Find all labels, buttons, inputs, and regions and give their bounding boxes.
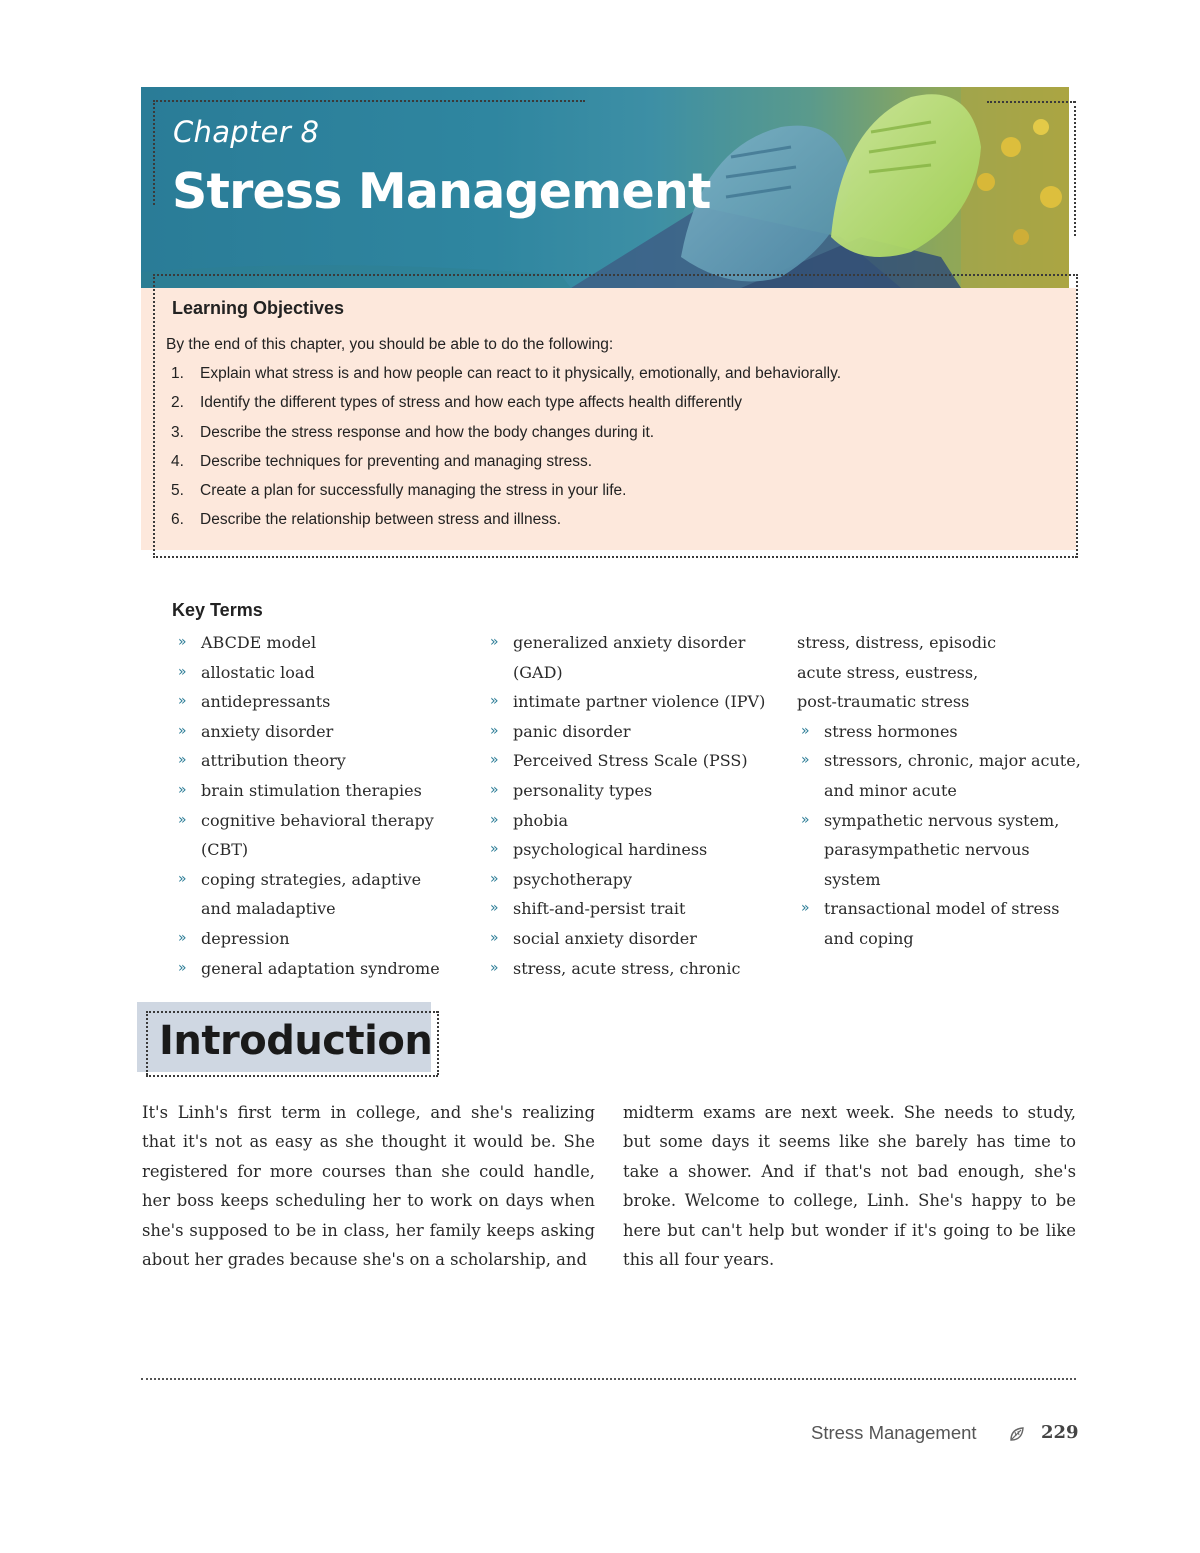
key-term-item [797, 717, 1081, 747]
intro-frame-bottom [146, 1075, 438, 1077]
key-term-text: parasympathetic nervous [824, 840, 1030, 860]
key-term-text: coping strategies, adaptive [201, 869, 422, 889]
key-term-text: psychological hardiness [513, 840, 708, 860]
bullet-icon: » [178, 722, 187, 739]
key-term-text: shift-and-persist trait [513, 899, 686, 919]
key-terms-title: Key Terms [172, 600, 263, 620]
key-term-item [174, 924, 440, 954]
bullet-icon: » [490, 781, 499, 798]
key-term-text: psychotherapy [513, 869, 633, 889]
intro-frame-right [437, 1011, 439, 1075]
key-term-item [486, 894, 765, 924]
bullet-icon: » [490, 752, 499, 769]
key-term-text: attribution theory [201, 751, 346, 771]
bullet-icon: » [178, 634, 187, 650]
objectives-frame-bottom [153, 556, 1077, 558]
key-term-item [486, 865, 765, 895]
banner-frame-right [1074, 101, 1076, 236]
key-term-continuation: post-traumatic stress [797, 692, 970, 712]
bullet-icon: » [490, 693, 499, 710]
key-term-item [486, 835, 765, 865]
key-term-text: anxiety disorder [201, 721, 334, 741]
footer-running-title: Stress Management [811, 1422, 977, 1443]
key-term-text: and maladaptive [201, 899, 336, 919]
bullet-icon: » [490, 811, 499, 828]
key-term-item [486, 687, 765, 717]
key-term-text: stress, acute stress, chronic [513, 958, 741, 978]
key-term-text: system [824, 869, 881, 889]
key-term-item [797, 806, 1081, 895]
bullet-icon: » [801, 722, 810, 739]
key-term-item [486, 806, 765, 836]
key-term-text: stress hormones [824, 721, 958, 741]
key-term-text: Perceived Stress Scale (PSS) [513, 751, 748, 771]
key-term-continuation: stress, distress, episodic [797, 633, 997, 652]
introduction-paragraph-col1: It's Linh's first term in college, and she's realizing that it's not as easy as she thought it would be. She registered for more courses than she could handle, her boss keeps scheduling her to work on days when she's supposed to be in class, her family keeps asking about her grades because she's on a scholarship, and [142, 1103, 595, 1270]
key-term-text: transactional model of stress [824, 899, 1060, 919]
key-term-item [486, 746, 765, 776]
bullet-icon: » [178, 959, 187, 976]
bullet-icon: » [801, 752, 810, 769]
bullet-icon: » [490, 929, 499, 946]
key-term-text: phobia [513, 810, 569, 830]
banner-frame-top [153, 100, 585, 102]
key-term-item [174, 687, 440, 717]
key-term-text: intimate partner violence (IPV) [513, 692, 766, 712]
learning-objectives-intro: By the end of this chapter, you should be able to do the following: [166, 336, 614, 353]
key-term-item [174, 954, 440, 984]
learning-objectives-title: Learning Objectives [172, 298, 345, 318]
key-term-text: brain stimulation therapies [201, 780, 422, 800]
key-term-item [486, 924, 765, 954]
key-term-item [174, 717, 440, 747]
key-term-text: general adaptation syndrome [201, 958, 440, 978]
key-term-text: and coping [824, 928, 914, 948]
key-term-text: panic disorder [513, 721, 631, 741]
introduction-heading: Introduction [159, 1018, 433, 1064]
bullet-icon: » [178, 929, 187, 946]
key-term-item [174, 628, 440, 658]
key-term-text: personality types [513, 780, 653, 800]
key-term-item [174, 746, 440, 776]
key-term-text: stressors, chronic, major acute, [824, 751, 1081, 771]
intro-frame-top [146, 1011, 438, 1013]
learning-objectives-box: Learning Objectives By the end of this chapter, you should be able to do the following: 1. Explain what stress is and how people can react to it physically, emotionally, and behaviorally. 2. Identify the different types of stress and how each type affects health differently 3. Describe the stress response and how the body changes during it. 4. Describe techniques for preventing and managing stress. 5. Create a plan for successfully managing the stress in your life. 6. Describe the relationship between stress and illness. [141, 288, 1076, 550]
banner-frame-right-top [987, 101, 1075, 103]
key-terms-column-2 [486, 628, 765, 983]
key-term-text: ABCDE model [201, 633, 317, 652]
key-term-item [797, 746, 1081, 805]
key-term-text: allostatic load [201, 662, 315, 682]
key-term-text: sympathetic nervous system, [824, 810, 1060, 830]
key-term-text: antidepressants [201, 692, 331, 712]
key-term-text: (CBT) [201, 840, 249, 860]
key-term-text: depression [201, 928, 290, 948]
key-term-text: (GAD) [513, 662, 563, 682]
key-term-text: cognitive behavioral therapy [201, 810, 434, 830]
key-term-item [486, 954, 765, 984]
key-term-item [174, 806, 440, 865]
bullet-icon: » [178, 781, 187, 798]
bullet-icon: » [178, 752, 187, 769]
chapter-label: Chapter 8 [173, 115, 320, 149]
bullet-icon: » [490, 841, 499, 858]
objectives-frame-right [1076, 274, 1078, 558]
key-term-text: generalized anxiety disorder [513, 633, 746, 652]
bullet-icon: » [490, 959, 499, 976]
introduction-paragraph-col2: midterm exams are next week. She needs to study, but some days it seems like she barely has time to take a shower. And if that's not bad enough, she's broke. Welcome to college, Linh. She's happy to be here but can't help but wonder if it's going to be like this all four years. [623, 1103, 1076, 1270]
key-term-item [486, 628, 765, 687]
key-term-item [797, 894, 1081, 953]
key-term-item [486, 717, 765, 747]
bullet-icon: » [801, 811, 810, 828]
banner-frame-left [153, 100, 155, 205]
page-number: 229 [1041, 1422, 1079, 1443]
bullet-icon: » [490, 634, 499, 650]
bullet-icon: » [490, 900, 499, 917]
key-term-text: and minor acute [824, 780, 957, 800]
objectives-frame-top [153, 274, 1075, 276]
chapter-title: Stress Management [172, 163, 711, 220]
footer-rule [141, 1378, 1076, 1380]
bullet-icon: » [490, 722, 499, 739]
bullet-icon: » [178, 811, 187, 828]
chapter-banner [141, 87, 1069, 288]
key-term-item [174, 776, 440, 806]
key-terms-column-1 [174, 628, 440, 983]
key-term-continuation: acute stress, eustress, [797, 662, 979, 682]
intro-frame-left [146, 1011, 148, 1075]
key-term-text: social anxiety disorder [513, 928, 697, 948]
key-term-item [174, 658, 440, 688]
objectives-frame-left [153, 274, 155, 558]
bullet-icon: » [178, 870, 187, 887]
bullet-icon: » [490, 870, 499, 887]
bullet-icon: » [178, 693, 187, 710]
key-term-item [174, 865, 440, 924]
flower-field [961, 87, 1069, 288]
key-term-item [486, 776, 765, 806]
bullet-icon: » [178, 663, 187, 680]
leaf-ornament-icon [1009, 1426, 1025, 1442]
key-terms-column-3 [797, 628, 1081, 954]
bullet-icon: » [801, 900, 810, 917]
